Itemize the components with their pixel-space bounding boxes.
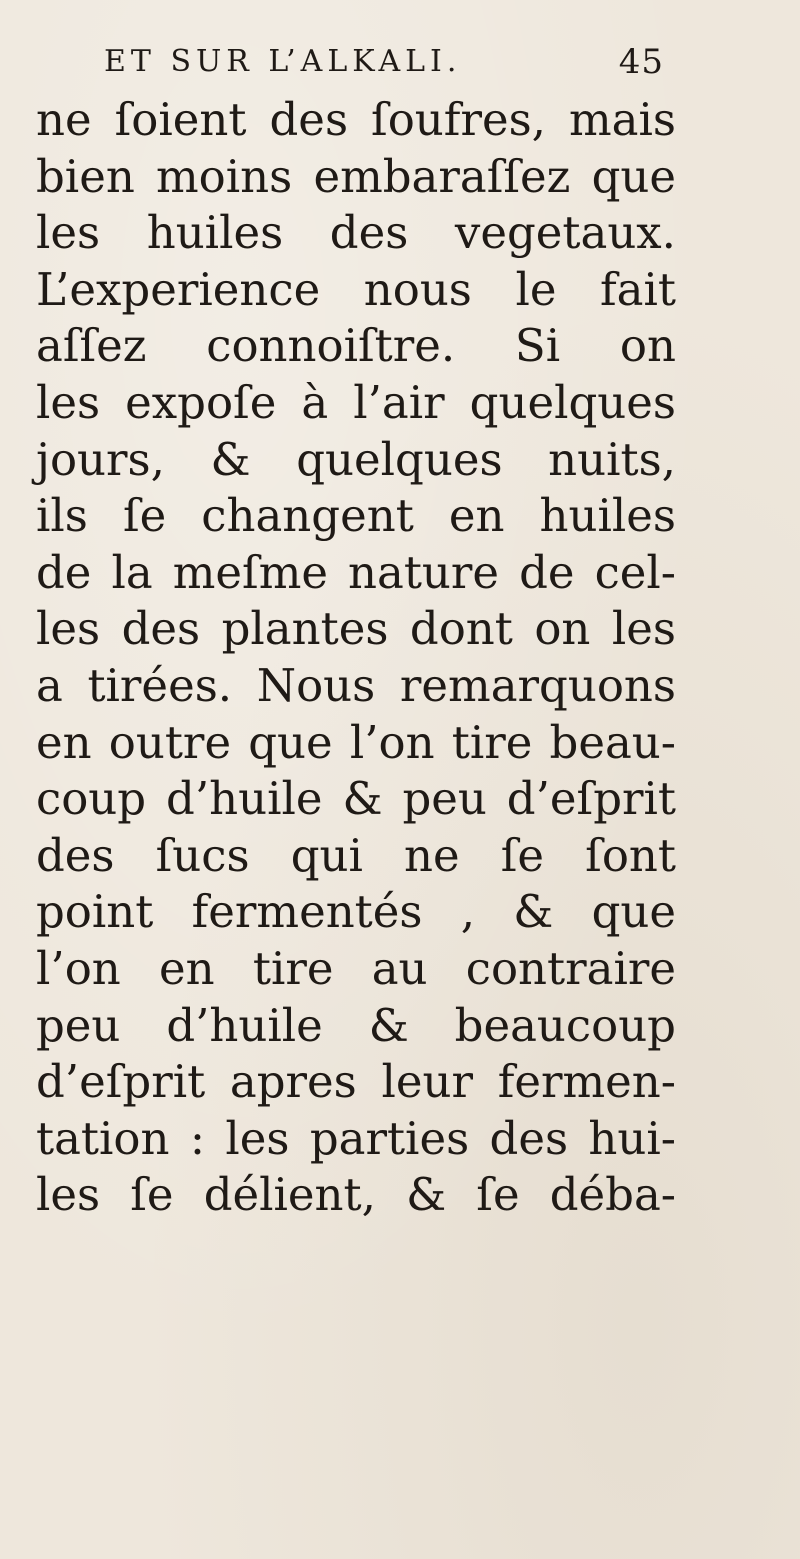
running-title: ET SUR L’ALKALI. [104, 44, 462, 79]
text-line: jours, & quelques nuits, [36, 432, 676, 486]
text-line: ne ſoient des ſoufres, mais [36, 93, 676, 146]
page-header [104, 40, 664, 80]
text-line: aſſez connoiſtre. Si on [36, 319, 676, 373]
text-line: bien moins embaraſſez que [36, 149, 676, 203]
text-line: des ſucs qui ne ſe ſont [36, 828, 676, 882]
text-line: en outre que l’on tire beau- [36, 715, 676, 769]
text-line: tation : les parties des hui- [36, 1111, 676, 1165]
text-line: peu d’huile & beaucoup [36, 998, 676, 1052]
text-line: coup d’huile & peu d’eſprit [36, 772, 676, 826]
text-line: les ſe délient, & ſe déba- [36, 1168, 676, 1222]
page-number: 45 [618, 42, 664, 82]
text-line: l’on en tire au contraire [36, 941, 676, 995]
text-line: L’experience nous le fait [36, 262, 676, 316]
text-line: d’eſprit apres leur fermen- [36, 1055, 676, 1109]
text-line: les expoſe à l’air quelques [36, 375, 676, 429]
body-text [36, 92, 676, 1224]
text-line: les des plantes dont on les [36, 602, 676, 656]
text-line: a tirées. Nous remarquons [36, 658, 676, 712]
text-line: ils ſe changent en huiles [36, 489, 676, 543]
text-line: point fermentés , & que [36, 885, 676, 939]
text-line: les huiles des vegetaux. [36, 206, 676, 260]
text-line: de la meſme nature de cel- [36, 545, 676, 599]
